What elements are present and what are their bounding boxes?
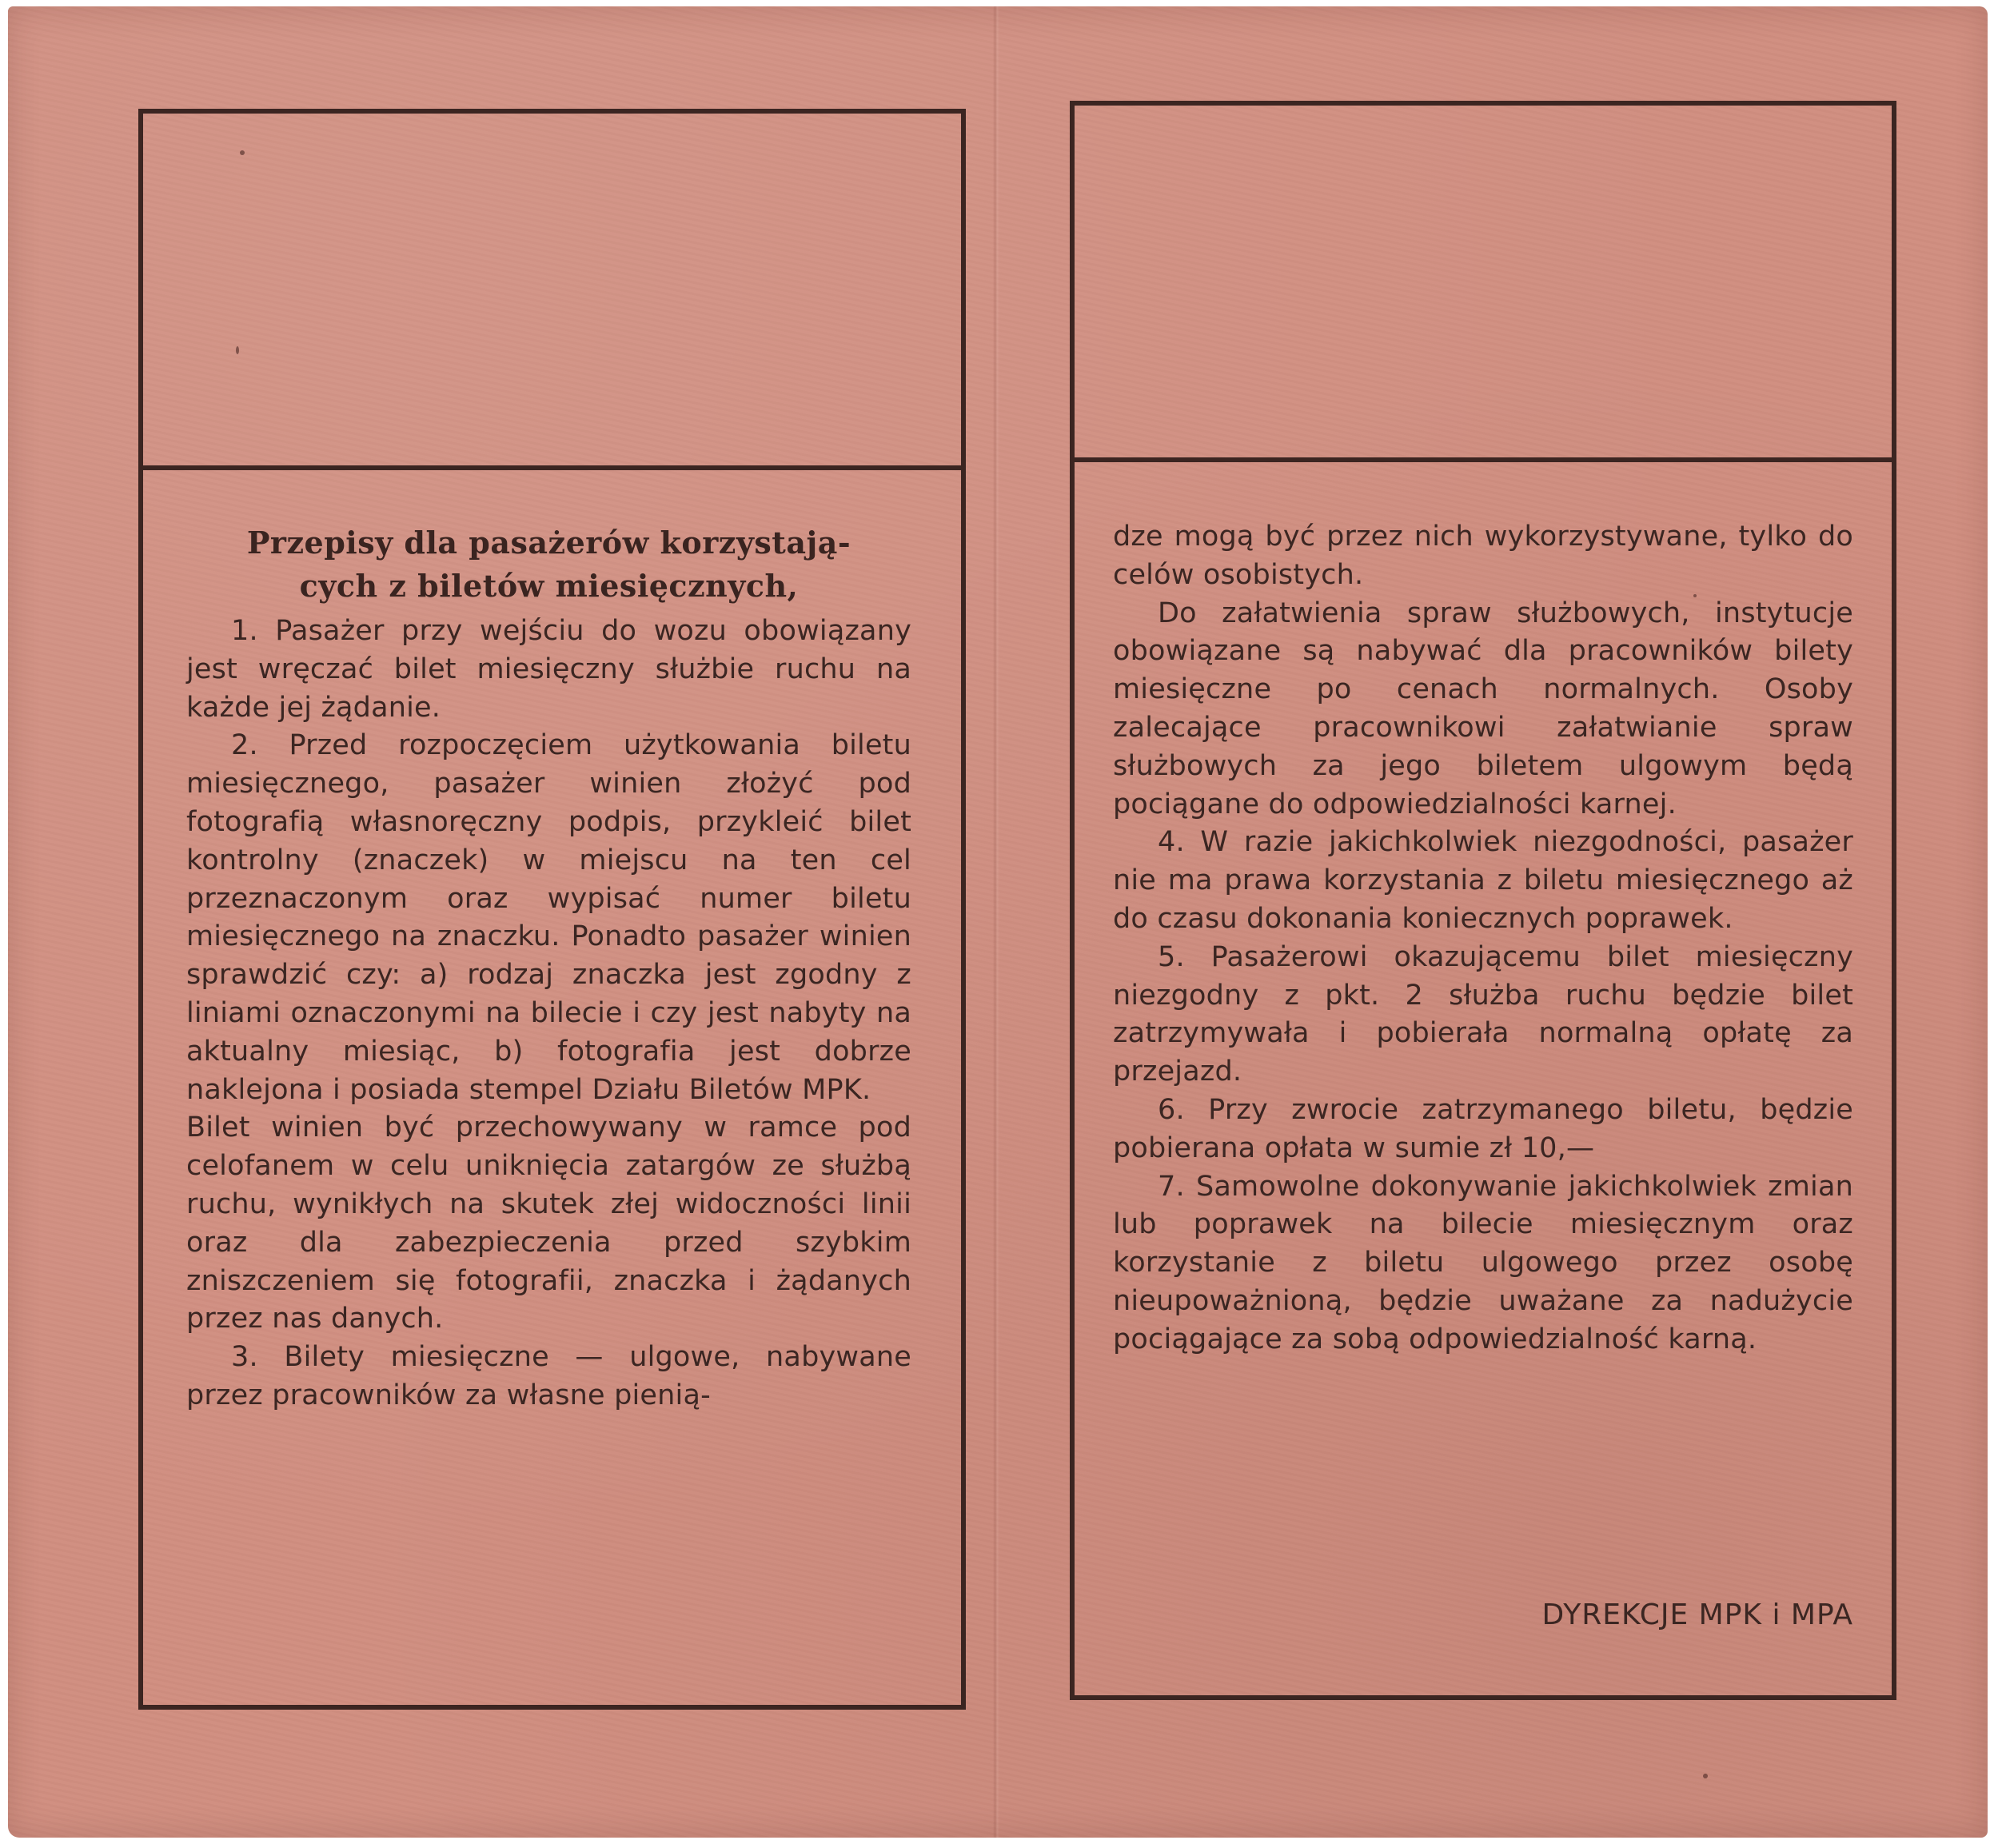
right-panel [1070, 101, 1896, 1700]
left-panel [138, 109, 966, 1710]
right-rules-text [1075, 462, 1892, 1695]
rules-heading-line-2: cych z biletów miesięcznych, [299, 568, 799, 604]
photo-placeholder [143, 114, 961, 470]
rule-4: 4. W razie jakichkolwiek niezgodności, pasażer nie ma prawa korzystania z biletu miesięcznego aż do czasu dokonania koniecznych poprawek. [1113, 826, 1853, 935]
paper-speck [1703, 1774, 1708, 1778]
rules-heading [186, 521, 911, 608]
rule-1: 1. Pasażer przy wejściu do wozu obowiązany jest wręczać bilet miesięczny służbie ruchu na każde jej żądanie. [186, 615, 911, 724]
rule-7: 7. Samowolne dokonywanie jakichkolwiek zmian lub poprawek na bilecie miesięcznym oraz korzystanie z biletu ulgowego przez osobę nieupoważnioną, będzie uważane za nadużycie pociągające za sobą odpowiedzialność karną. [1113, 1170, 1853, 1355]
center-fold [993, 6, 999, 1838]
rule-6: 6. Przy zwrocie zatrzymanego biletu, będzie pobierana opłata w sumie zł 10,— [1113, 1093, 1853, 1164]
left-rules-text [143, 470, 961, 1705]
stamp-placeholder [1075, 106, 1892, 462]
issuer-signature: DYREKCJE MPK i MPA [1541, 1599, 1853, 1631]
rule-3-start: 3. Bilety miesięczne — ulgowe, nabywane przez pracowników za własne pienią- [186, 1341, 911, 1411]
ticket-card [8, 6, 1988, 1838]
rule-3-business-travel: Do załatwienia spraw służbowych, instytucje obowiązane są nabywać dla pracowników bilety miesięczne po cenach normalnych. Osoby zalecające pracownikowi załatwianie spraw służbowych za jego biletem ulgowym będą pociągane do odpowiedzialności karnej. [1113, 597, 1853, 820]
rule-3-continued: dze mogą być przez nich wykorzystywane, tylko do celów osobistych. [1113, 521, 1853, 591]
rule-2: 2. Przed rozpoczęciem użytkowania biletu miesięcznego, pasażer winien złożyć pod fotografią własnoręczny podpis, przykleić bilet kontrolny (znaczek) w miejscu na ten cel przeznaczonym oraz wypisać numer biletu miesięcznego na znaczku. Ponadto pasażer winien sprawdzić czy: a) rodzaj znaczka jest zgodny z liniami oznaczonymi na bilecie i czy jest nabyty na aktualny miesiąc, b) fotografia jest dobrze naklejona i posiada stempel Działu Biletów MPK. [186, 729, 911, 1106]
rule-5: 5. Pasażerowi okazującemu bilet miesięczny niezgodny z pkt. 2 służba ruchu będzie bilet zatrzymywała i pobierała normalną opłatę za przejazd. [1113, 940, 1853, 1088]
rules-heading-line-1: Przepisy dla pasażerów korzystają- [246, 525, 851, 561]
rule-2-storage-note: Bilet winien być przechowywany w ramce pod celofanem w celu uniknięcia zatargów ze służbą ruchu, wynikłych na skutek złej widoczności linii oraz dla zabezpieczenia przed szybkim zniszczeniem się fotografii, znaczka i żądanych przez nas danych. [186, 1112, 911, 1335]
